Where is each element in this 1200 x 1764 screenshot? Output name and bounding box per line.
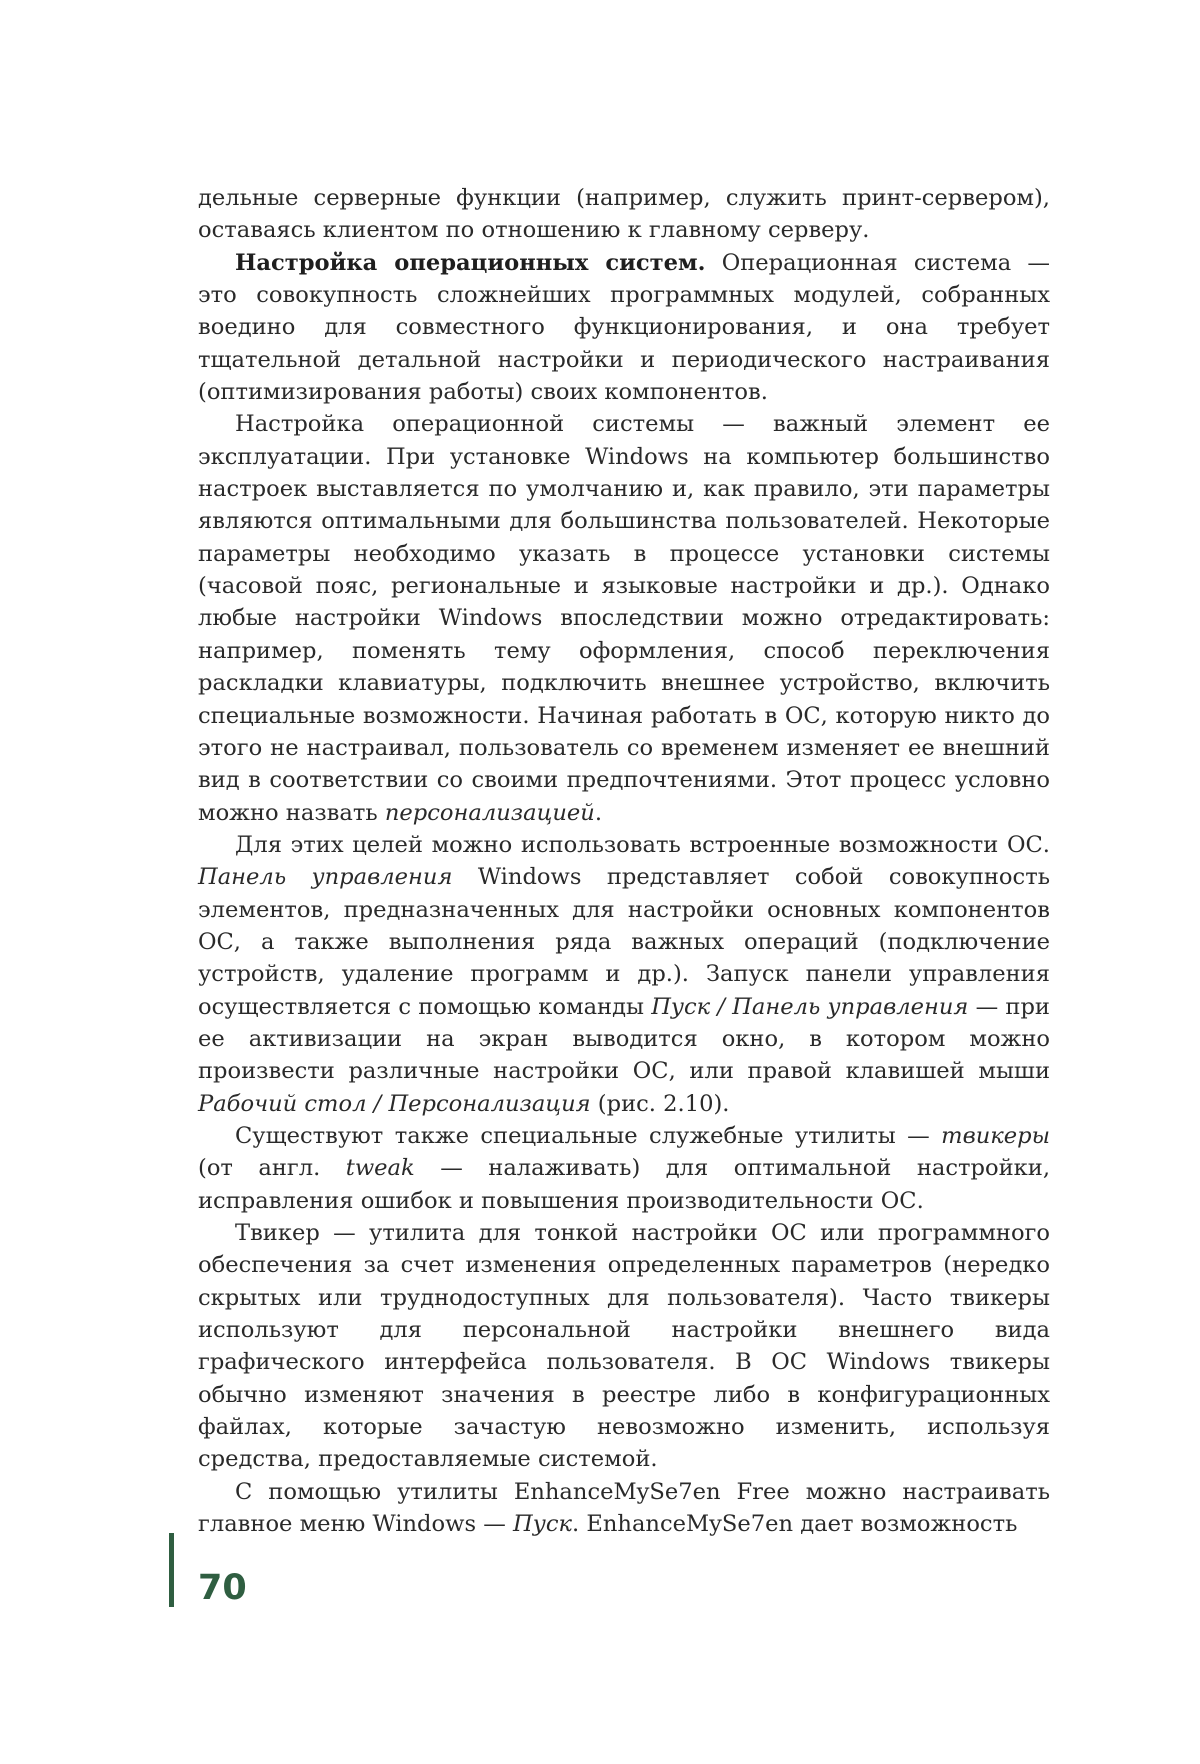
paragraph <box>198 829 1050 1120</box>
text-run: . EnhanceMySe7en дает возможность <box>571 1511 1018 1538</box>
italic-run: персонализацией <box>384 799 595 826</box>
italic-run: Пуск <box>513 1511 572 1538</box>
paragraph <box>198 1476 1050 1541</box>
paragraph <box>198 182 1050 247</box>
paragraph <box>198 1217 1050 1476</box>
italic-run: Панель управления <box>198 864 453 891</box>
italic-run: tweak <box>345 1155 415 1182</box>
text-run: . <box>594 799 602 826</box>
text-run: Существуют также специальные служебные утилиты — <box>235 1122 942 1149</box>
body-text <box>198 182 1050 1540</box>
text-run: Windows представляет собой совокупность элементов, предназначенных для настройки основных компонентов ОС, а также выполнения ряда важных операций (подключение устройств, удаление программ и др.). Запуск панели управления осуществляется с помощью команды <box>198 864 1050 1020</box>
paragraph <box>198 247 1050 409</box>
text-run: С помощью утилиты EnhanceMySe7en Free можно настраивать главное меню Windows — <box>198 1478 1050 1538</box>
italic-run: твикеры <box>941 1122 1050 1149</box>
text-run: дельные серверные функции (например, служить принт-сервером), оставаясь клиентом по отношению к главному серверу. <box>198 185 1050 244</box>
italic-run: Рабочий стол / Персонализация <box>198 1090 591 1117</box>
page-number-bar <box>169 1533 174 1607</box>
text-run: Для этих целей можно использовать встроенные возможности ОС. <box>235 831 1050 858</box>
text-run: — при ее активизации на экран выводится окно, в котором можно произвести различные настройки ОС, или правой клавишей мыши <box>198 993 1050 1085</box>
page-number: 70 <box>198 1568 247 1608</box>
text-run: Операционная система — это совокупность сложнейших программных модулей, собранных воедино для совместного функционирования, и она требует тщательной детальной настройки и периодического настраивания (оптимизирования работы) своих компонентов. <box>198 249 1051 406</box>
text-run: (от англ. <box>198 1155 346 1182</box>
text-run: Настройка операционной системы — важный элемент ее эксплуатации. При установке Windows на компьютер большинство настроек выставляется по умолчанию и, как правило, эти параметры являются оптимальными для большинства пользователей. Некоторые параметры необходимо указать в процессе установки системы (часовой пояс, региональные и языковые настройки и др.). Однако любые настройки Windows впоследствии можно отредактировать: например, поменять тему оформления, способ переключения раскладки клавиатуры, подключить внешнее устройство, включить специальные возможности. Начиная работать в ОС, которую никто до этого не настраивал, пользователь со временем изменяет ее внешний вид в соответствии со своими предпочтениями. Этот процесс условно можно назвать <box>198 411 1050 826</box>
bold-run: Настройка операционных систем. <box>235 249 706 276</box>
text-run: (рис. 2.10). <box>590 1090 730 1117</box>
italic-run: Пуск / Панель управления <box>651 993 969 1020</box>
text-run: Твикер — утилита для тонкой настройки ОС или программного обеспечения за счет изменения определенных параметров (нередко скрытых или труднодоступных для пользователя). Часто твикеры используют для персональной настройки внешнего вида графического интерфейса пользователя. В ОС Windows твикеры обычно изменяют значения в реестре либо в конфигурационных файлах, которые зачастую невозможно изменить, используя средства, предоставляемые системой. <box>198 1220 1050 1473</box>
paragraph <box>198 408 1050 828</box>
text-run: — налаживать) для оптимальной настройки, исправления ошибок и повышения производительности ОС. <box>198 1155 1050 1214</box>
paragraph <box>198 1120 1050 1217</box>
